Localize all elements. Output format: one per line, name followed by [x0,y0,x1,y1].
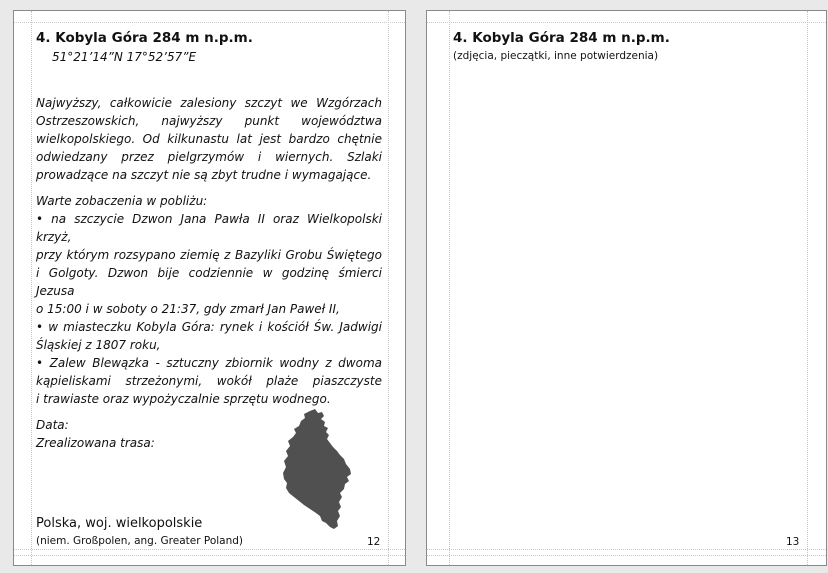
page-number: 12 [367,536,381,548]
sights-line: Śląskiej z 1807 roku, [36,338,161,352]
description-line: Najwyższy, całkowicie zalesiony szczyt we Wzgórzach [36,96,382,110]
page-number: 13 [786,536,800,548]
page-title: 4. Kobyla Góra 284 m n.p.m. [453,30,670,46]
margin-guide [427,555,826,556]
region-caption [36,515,366,548]
sights-line: przy którym rozsypano ziemię z Bazyliki Grobu Świętego [36,248,382,262]
route-field-label: Zrealizowana trasa: [36,436,155,450]
region-name: Polska, woj. wielkopolskie [36,516,203,531]
sights-line: i trawiaste oraz wypożyczalnie sprzętu wodnego. [36,392,331,406]
sights-line: • w miasteczku Kobyla Góra: rynek i kościół Św. Jadwigi [36,320,382,334]
page-subtitle: (zdjęcia, pieczątki, inne potwierdzenia) [453,50,659,62]
margin-guide [31,11,32,565]
description-line: Ostrzeszowskich, najwyższy punkt województwa [36,114,382,128]
region-alt-names: (niem. Großpolen, ang. Greater Poland) [36,535,244,547]
margin-guide [388,11,389,565]
date-field-label: Data: [36,418,69,432]
margin-guide [14,22,405,23]
sights-line: • Zalew Blewązka - sztuczny zbiornik wodny z dwoma [36,356,382,370]
description-line: prowadzące na szczyt nie są zbyt trudne i wymagające. [36,168,372,182]
margin-guide [14,549,405,550]
margin-guide [427,549,826,550]
left-page-content [36,29,382,452]
coordinates: 51°21’14”N 17°52’57”E [52,50,197,64]
sights-line: o 15:00 i w soboty o 21:37, gdy zmarł Jan Paweł II, [36,302,340,316]
region-silhouette [283,409,351,529]
margin-guide [14,555,405,556]
margin-guide [807,11,808,565]
margin-guide [427,22,826,23]
description-paragraph [36,94,382,184]
sights-header: Warte zobaczenia w pobliżu: [36,194,208,208]
description-line: odwiedzany przez pielgrzymów i wiernych. Szlaki [36,150,382,164]
description-line: wielkopolskiego. Od kilkunastu lat jest bardzo chętnie [36,132,382,146]
sights-line: kąpieliskami strzeżonymi, wokół plaże piaszczyste [36,374,382,388]
sights-section [36,192,382,408]
sights-line: • na szczycie Dzwon Jana Pawła II oraz Wielkopolski krzyż, [36,212,382,244]
right-page [426,10,827,566]
left-page [13,10,406,566]
margin-guide [449,11,450,565]
page-title: 4. Kobyla Góra 284 m n.p.m. [36,30,253,46]
right-page-content [453,29,793,64]
sights-line: i Golgoty. Dzwon bije codziennie w godzinę śmierci Jezusa [36,266,382,298]
